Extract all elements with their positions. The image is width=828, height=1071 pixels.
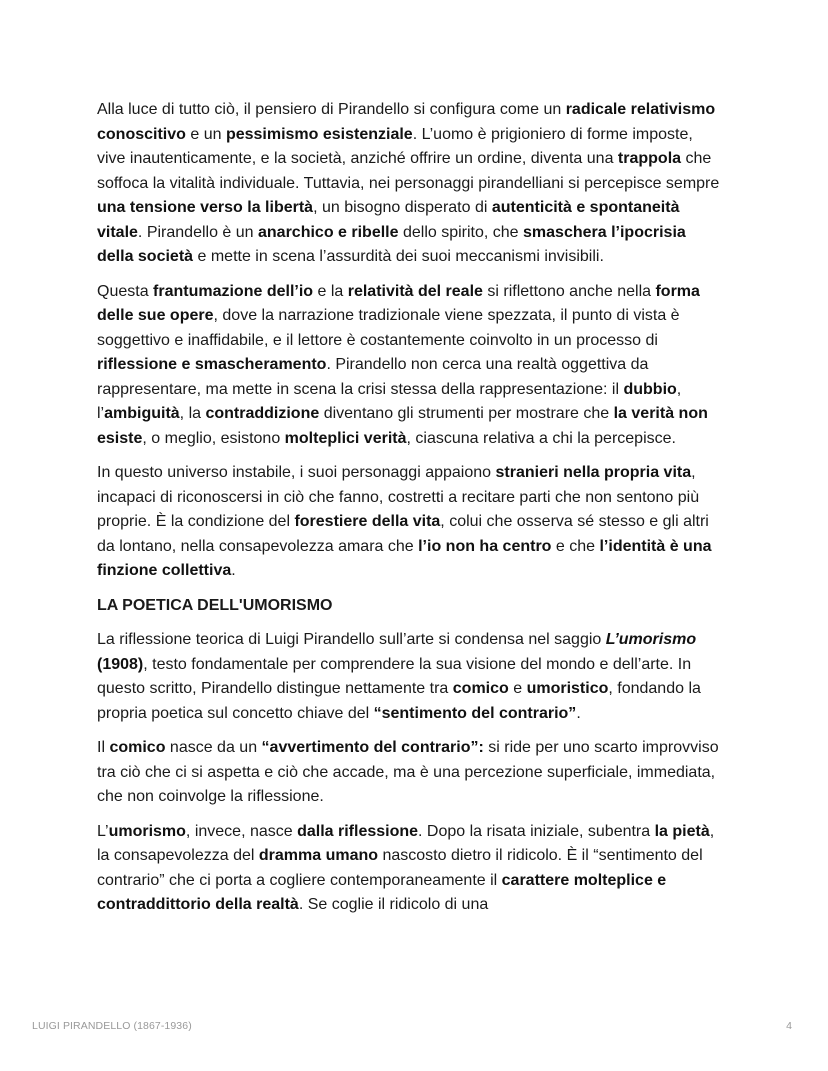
emphasis-text: L’umorismo — [605, 631, 697, 648]
emphasis-text: dramma umano — [258, 847, 379, 864]
text-run: , testo fondamentale per comprendere la sua visione del mondo e dell’arte. In questo scritto, Pirandello distingue nettamente tra — [97, 655, 692, 697]
emphasis-text: forma delle sue opere — [97, 282, 700, 324]
emphasis-text: ambiguità — [104, 405, 180, 422]
emphasis-text: trappola — [617, 150, 682, 167]
text-run: Questa — [97, 282, 154, 300]
text-run: che soffoca la vitalità individuale. Tuttavia, nei personaggi pirandelliani si percepisce sempre — [97, 150, 720, 192]
emphasis-text: comico — [452, 680, 509, 697]
emphasis-text: riflessione e smascheramento — [97, 356, 327, 373]
text-run: si ride per uno scarto improvviso tra ciò che ci si aspetta e ciò che accade, ma è una percezione superficiale, immediata, che non coinvolge la riflessione. — [97, 739, 719, 805]
text-run: La riflessione teorica di Luigi Pirandello sull’arte si condensa nel saggio — [97, 631, 606, 648]
text-run: , fondando la propria poetica sul concetto chiave del — [97, 680, 701, 722]
emphasis-text: comico — [109, 739, 166, 756]
paragraph-group-umorismo — [97, 628, 725, 918]
text-run: nasce da un — [165, 739, 262, 756]
emphasis-text: l’io non ha centro — [418, 537, 552, 555]
emphasis-text: smaschera l’ipocrisia della società — [97, 223, 686, 265]
text-run: , o meglio, esistono — [142, 429, 285, 447]
page-body — [97, 98, 725, 928]
text-run: Alla luce di tutto ciò, il pensiero di Pirandello si configura come un — [97, 101, 566, 118]
text-run: . Pirandello è un — [137, 223, 258, 241]
body-paragraph — [97, 98, 725, 270]
emphasis-text: “sentimento del contrario” — [373, 704, 577, 722]
text-run: , l’ — [97, 380, 682, 422]
text-run: nascosto dietro il ridicolo. È il “sentimento del contrario” che ci porta a cogliere contemporaneamente il — [97, 847, 703, 889]
emphasis-text: (1908) — [97, 655, 144, 673]
section-heading: LA POETICA DELL'UMORISMO — [97, 596, 333, 614]
emphasis-text: la pietà — [654, 822, 710, 840]
text-run: , colui che osserva sé stesso e gli altri da lontano, nella consapevolezza amara che — [97, 513, 709, 555]
body-paragraph — [97, 628, 725, 726]
emphasis-text: dubbio — [623, 380, 677, 398]
emphasis-text: radicale relativismo conoscitivo — [97, 101, 716, 143]
text-run: In questo universo instabile, i suoi personaggi appaiono — [97, 464, 496, 481]
emphasis-text: “avvertimento del contrario”: — [261, 739, 484, 756]
running-footer-title: LUIGI PIRANDELLO (1867-1936) — [32, 1020, 192, 1032]
emphasis-text: forestiere della vita — [294, 513, 441, 530]
emphasis-text: dalla riflessione — [297, 822, 419, 840]
emphasis-text: contraddizione — [205, 405, 320, 422]
text-run: e un — [185, 125, 226, 143]
emphasis-text: pessimismo esistenziale — [225, 125, 413, 143]
text-run: , la consapevolezza del — [97, 822, 715, 864]
text-run: . Dopo la risata iniziale, subentra — [418, 822, 655, 840]
emphasis-text: umoristico — [526, 680, 609, 697]
text-run: e la — [313, 282, 348, 300]
text-run: , ciascuna relativa a chi la percepisce. — [406, 429, 676, 447]
text-run: e — [508, 680, 527, 697]
text-run: , un bisogno disperato di — [313, 199, 492, 216]
emphasis-text: l’identità è una finzione collettiva — [97, 537, 712, 579]
text-run: e che — [551, 537, 600, 555]
text-run: e mette in scena l’assurdità dei suoi meccanismi invisibili. — [193, 248, 604, 265]
text-run: , incapaci di riconoscersi in ciò che fanno, costretti a recitare parti che non sentono più proprie. È la condizione del — [97, 464, 700, 530]
emphasis-text: la verità non esiste — [97, 405, 708, 447]
text-run: diventano gli strumenti per mostrare che — [319, 405, 614, 422]
text-run: . Se coglie il ridicolo di una — [298, 896, 489, 913]
text-run: L’ — [97, 822, 109, 840]
emphasis-text: stranieri nella propria vita — [495, 464, 692, 481]
page-number: 4 — [786, 1020, 792, 1032]
body-paragraph — [97, 820, 725, 918]
text-run: . — [231, 562, 236, 579]
body-paragraph — [97, 461, 725, 584]
text-run: . Pirandello non cerca una realtà oggettiva da rappresentare, ma mette in scena la crisi stessa della rappresentazione: il — [97, 356, 649, 398]
text-run: . L’uomo è prigioniero di forme imposte, vive inautenticamente, e la società, anziché offrire un ordine, diventa una — [97, 125, 693, 167]
text-run: . — [576, 704, 581, 722]
emphasis-text: molteplici verità — [284, 429, 407, 447]
emphasis-text: frantumazione dell’io — [153, 282, 314, 300]
body-paragraph — [97, 280, 725, 452]
emphasis-text: una tensione verso la libertà — [97, 199, 314, 216]
emphasis-text: relatività del reale — [347, 282, 483, 300]
emphasis-text: autenticità e spontaneità vitale — [97, 199, 680, 241]
emphasis-text: anarchico e ribelle — [258, 223, 399, 241]
text-run: , dove la narrazione tradizionale viene spezzata, il punto di vista è soggettivo e inaffidabile, e il lettore è costantemente coinvolto in un processo di — [97, 307, 680, 349]
text-run: , la — [179, 405, 206, 422]
emphasis-text: umorismo — [108, 822, 186, 840]
body-paragraph — [97, 736, 725, 810]
text-run: , invece, nasce — [185, 822, 298, 840]
text-run: Il — [97, 739, 110, 756]
text-run: si riflettono anche nella — [482, 282, 656, 300]
paragraph-group-relativism — [97, 98, 725, 584]
emphasis-text: carattere molteplice e contraddittorio della realtà — [97, 871, 667, 913]
text-run: dello spirito, che — [398, 223, 524, 241]
